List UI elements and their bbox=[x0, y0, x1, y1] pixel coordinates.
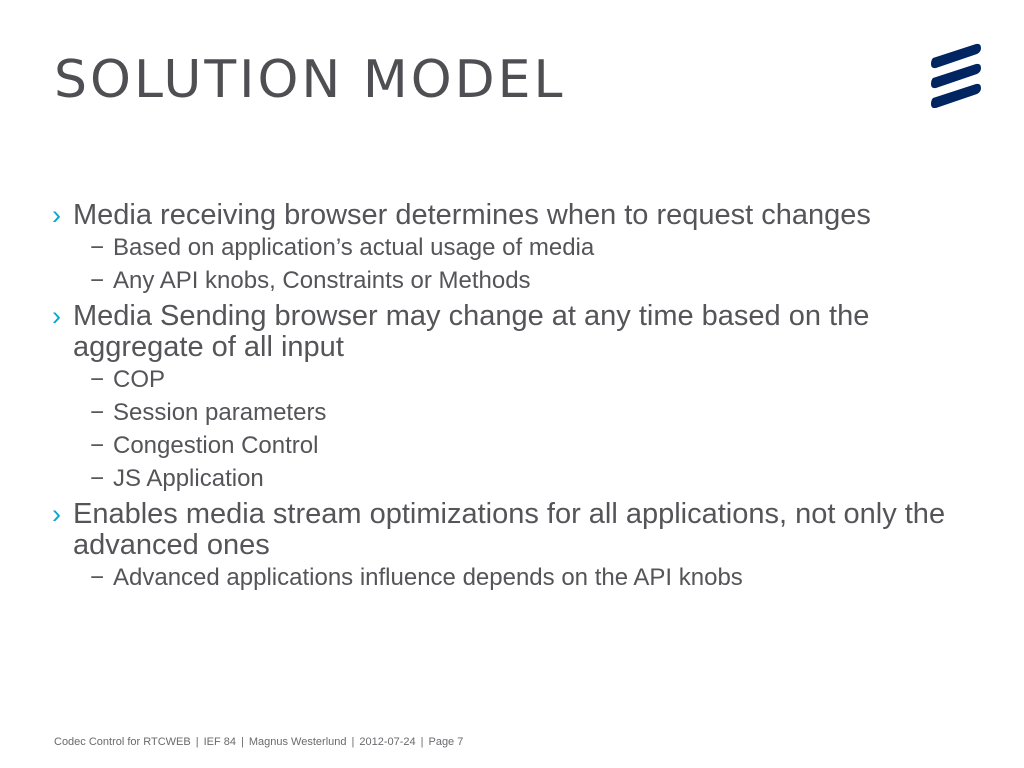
bullet-item bbox=[50, 200, 990, 231]
bullet-marker: › bbox=[52, 301, 61, 331]
sub-bullet-text: Any API knobs, Constraints or Methods bbox=[113, 267, 531, 294]
bullet-marker: › bbox=[52, 499, 61, 529]
footer-separator: | bbox=[351, 736, 355, 748]
sub-bullet-text: Session parameters bbox=[113, 399, 327, 426]
sub-bullet-item bbox=[50, 462, 990, 495]
sub-bullet-marker: − bbox=[90, 267, 105, 294]
ericsson-logo-icon bbox=[928, 38, 984, 108]
sub-bullet-marker: − bbox=[90, 432, 105, 459]
footer bbox=[54, 736, 463, 748]
sub-bullet-item bbox=[50, 396, 990, 429]
sub-bullet-item bbox=[50, 561, 990, 594]
footer-event: IEF 84 bbox=[203, 736, 236, 748]
footer-page-number: Page 7 bbox=[428, 736, 464, 748]
bullet-text: Media receiving browser determines when to request changes bbox=[73, 199, 871, 231]
sub-bullet-item bbox=[50, 363, 990, 396]
footer-author: Magnus Westerlund bbox=[248, 736, 347, 748]
bullet-text: Enables media stream optimizations for all applications, not only the advanced ones bbox=[73, 498, 946, 561]
bullet-text: Media Sending browser may change at any time based on the aggregate of all input bbox=[73, 300, 870, 363]
sub-bullet-text: Advanced applications influence depends on the API knobs bbox=[113, 564, 743, 591]
sub-bullet-marker: − bbox=[90, 366, 105, 393]
sub-bullet-marker: − bbox=[90, 564, 105, 591]
bullet-marker: › bbox=[52, 200, 61, 230]
sub-bullet-text: JS Application bbox=[113, 465, 264, 492]
sub-bullet-marker: − bbox=[90, 465, 105, 492]
footer-separator: | bbox=[241, 736, 244, 748]
sub-bullet-text: Congestion Control bbox=[113, 432, 319, 459]
bullet-item bbox=[50, 301, 990, 363]
footer-separator: | bbox=[420, 736, 424, 748]
sub-bullet-item bbox=[50, 429, 990, 462]
sub-bullet-item bbox=[50, 264, 990, 297]
footer-date: 2012-07-24 bbox=[359, 736, 416, 748]
footer-presentation-title: Codec Control for RTCWEB bbox=[54, 736, 191, 748]
sub-bullet-text: COP bbox=[113, 366, 166, 393]
sub-bullet-marker: − bbox=[90, 234, 105, 261]
bullet-item bbox=[50, 499, 990, 561]
footer-separator: | bbox=[195, 736, 199, 748]
sub-bullet-marker: − bbox=[90, 399, 105, 426]
page-title: SOLUTION MODEL bbox=[54, 50, 566, 110]
sub-bullet-item bbox=[50, 231, 990, 264]
sub-bullet-text: Based on application’s actual usage of media bbox=[113, 234, 595, 261]
slide-body bbox=[50, 196, 990, 594]
